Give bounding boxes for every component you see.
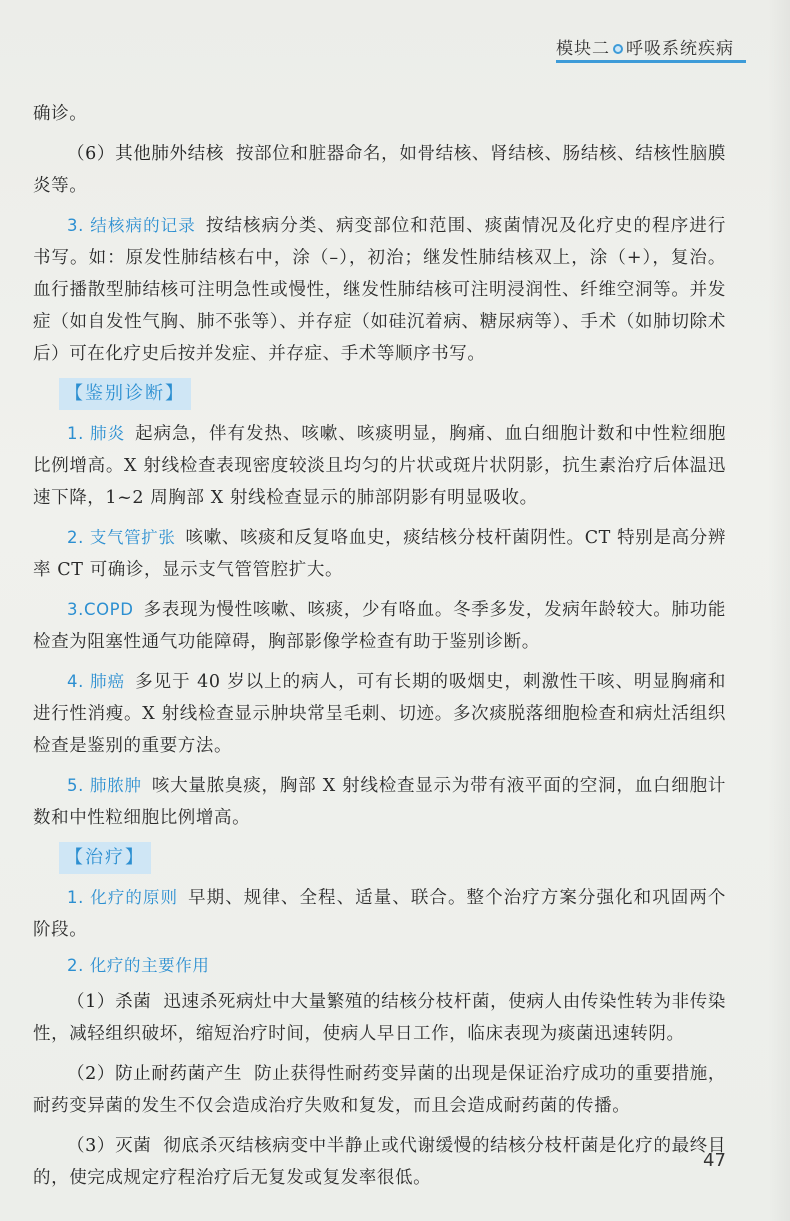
diff-item-3-text: 多表现为慢性咳嗽、咳痰，少有咯血。冬季多发，发病年龄较大。肺功能检查为阻塞性通气功能障碍，胸部影像学检查有助于鉴别诊断。	[33, 600, 726, 652]
effect-item-2	[33, 1058, 726, 1122]
header-module: 模块二	[556, 39, 610, 59]
effects-heading-paragraph	[33, 950, 726, 982]
principle-paragraph	[33, 882, 726, 946]
effect-item-3	[33, 1130, 726, 1194]
effect-item-2-text: 防止获得性耐药变异菌的出现是保证治疗成功的重要措施，耐药变异菌的发生不仅会造成治疗失败和复发，而且会造成耐药菌的传播。	[33, 1064, 726, 1116]
record-label: 3. 结核病的记录	[67, 216, 196, 235]
diff-item-4	[33, 666, 726, 762]
page-edge-shadow	[768, 0, 790, 1221]
effect-item-1-label: （1）杀菌	[67, 992, 152, 1012]
effects-label: 2. 化疗的主要作用	[67, 956, 210, 975]
page-number: 47	[703, 1150, 726, 1171]
diff-item-4-text: 多见于 40 岁以上的病人，可有长期的吸烟史，刺激性干咳、明显胸痛和进行性消瘦。X 射线检查显示肿块常呈毛刺、切迹。多次痰脱落细胞检查和病灶活组织检查是鉴别的重要方法。	[33, 672, 726, 756]
diff-item-4-label: 4. 肺癌	[67, 672, 126, 691]
diff-section-heading-row	[33, 378, 726, 410]
header-chapter: 呼吸系统疾病	[626, 39, 734, 59]
running-header	[540, 30, 770, 66]
record-text: 按结核病分类、病变部位和范围、痰菌情况及化疗史的程序进行书写。如：原发性肺结核右中，涂（–），初治；继发性肺结核双上，涂（+），复治。血行播散型肺结核可注明急性或慢性，继发性肺结核可注明浸润性、纤维空洞等。并发症（如自发性气胸、肺不张等）、并存症（如硅沉着病、糖尿病等）、手术（如肺切除术后）可在化疗史后按并发症、并存症、手术等顺序书写。	[33, 216, 726, 364]
effect-item-3-label: （3）灭菌	[67, 1136, 152, 1156]
header-title	[556, 34, 734, 59]
item6-text: 按部位和脏器命名，如骨结核、肾结核、肠结核、结核性脑膜炎等。	[33, 144, 726, 196]
treat-section-heading-row	[33, 842, 726, 874]
effect-item-1	[33, 986, 726, 1050]
diff-item-2-text: 咳嗽、咳痰和反复咯血史，痰结核分枝杆菌阴性。CT 特别是高分辨率 CT 可确诊，显示支气管管腔扩大。	[33, 528, 726, 580]
effect-item-2-label: （2）防止耐药菌产生	[67, 1064, 243, 1084]
effect-item-3-text: 彻底杀灭结核病变中半静止或代谢缓慢的结核分枝杆菌是化疗的最终目的，使完成规定疗程治疗后无复发或复发率很低。	[33, 1136, 726, 1188]
diff-item-2	[33, 522, 726, 586]
diff-item-3	[33, 594, 726, 658]
diff-item-5-label: 5. 肺脓肿	[67, 776, 142, 795]
diff-item-3-label: 3.COPD	[67, 600, 134, 619]
principle-text: 早期、规律、全程、适量、联合。整个治疗方案分强化和巩固两个阶段。	[33, 888, 726, 940]
diff-section-heading: 【鉴别诊断】	[59, 378, 191, 410]
bullet-dot-icon	[613, 44, 623, 54]
diff-item-5	[33, 770, 726, 834]
diff-item-1-text: 起病急，伴有发热、咳嗽、咳痰明显，胸痛、血白细胞计数和中性粒细胞比例增高。X 射线检查表现密度较淡且均匀的片状或斑片状阴影，抗生素治疗后体温迅速下降，1~2 周胸部 X 射线检查显示的肺部阴影有明显吸收。	[33, 424, 726, 508]
item6-label: （6）其他肺外结核	[67, 144, 224, 164]
diff-item-1-label: 1. 肺炎	[67, 424, 126, 443]
diff-item-1	[33, 418, 726, 514]
page-body	[33, 98, 726, 1194]
treat-section-heading: 【治疗】	[59, 842, 151, 874]
record-paragraph	[33, 210, 726, 370]
principle-label: 1. 化疗的原则	[67, 888, 179, 907]
header-underline	[556, 60, 746, 63]
intro-line: 确诊。	[33, 104, 88, 124]
effect-item-1-text: 迅速杀死病灶中大量繁殖的结核分枝杆菌，使病人由传染性转为非传染性，减轻组织破坏，缩短治疗时间，使病人早日工作，临床表现为痰菌迅速转阴。	[33, 992, 726, 1044]
item6-paragraph	[33, 138, 726, 202]
diff-item-2-label: 2. 支气管扩张	[67, 528, 176, 547]
diff-item-5-text: 咳大量脓臭痰，胸部 X 射线检查显示为带有液平面的空洞，血白细胞计数和中性粒细胞比例增高。	[33, 776, 726, 828]
